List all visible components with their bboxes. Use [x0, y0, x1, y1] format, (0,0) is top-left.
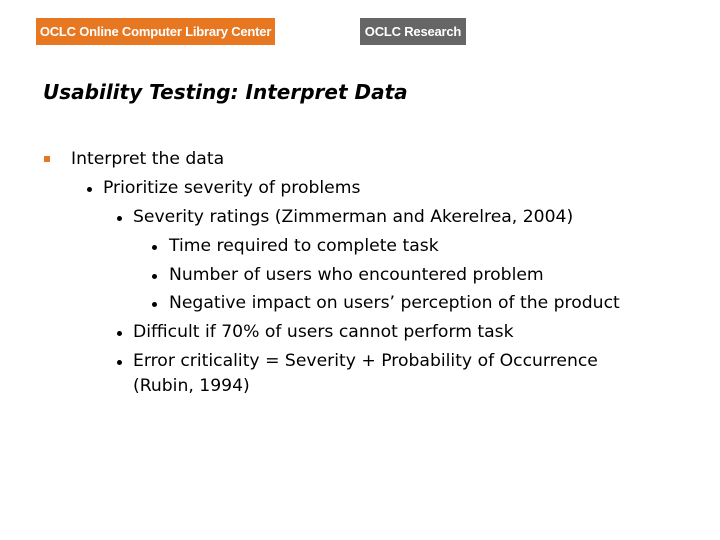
- dot-bullet-icon: [152, 302, 157, 307]
- bullet-error-criticality-citation: (Rubin, 1994): [133, 376, 250, 396]
- oclc-research-logo: OCLC Research: [360, 18, 466, 45]
- bullet-prioritize-severity: Prioritize severity of problems: [103, 178, 361, 198]
- bullet-difficult-threshold: Difficult if 70% of users cannot perform task: [133, 322, 514, 342]
- bullet-error-criticality: Error criticality = Severity + Probability of Occurrence: [133, 351, 598, 371]
- dot-bullet-icon: [87, 187, 92, 192]
- dot-bullet-icon: [117, 360, 122, 365]
- oclc-logo: OCLC Online Computer Library Center: [36, 18, 275, 45]
- bullet-negative-impact: Negative impact on users’ perception of the product: [169, 293, 620, 313]
- bullet-severity-ratings: Severity ratings (Zimmerman and Akerelrea, 2004): [133, 207, 574, 227]
- dot-bullet-icon: [117, 331, 122, 336]
- dot-bullet-icon: [117, 216, 122, 221]
- square-bullet-icon: [44, 156, 50, 162]
- dot-bullet-icon: [152, 274, 157, 279]
- bullet-interpret-data: Interpret the data: [71, 149, 225, 169]
- dot-bullet-icon: [152, 245, 157, 250]
- bullet-time-required: Time required to complete task: [169, 236, 439, 256]
- slide-title: Usability Testing: Interpret Data: [43, 80, 408, 104]
- bullet-number-of-users: Number of users who encountered problem: [169, 265, 544, 285]
